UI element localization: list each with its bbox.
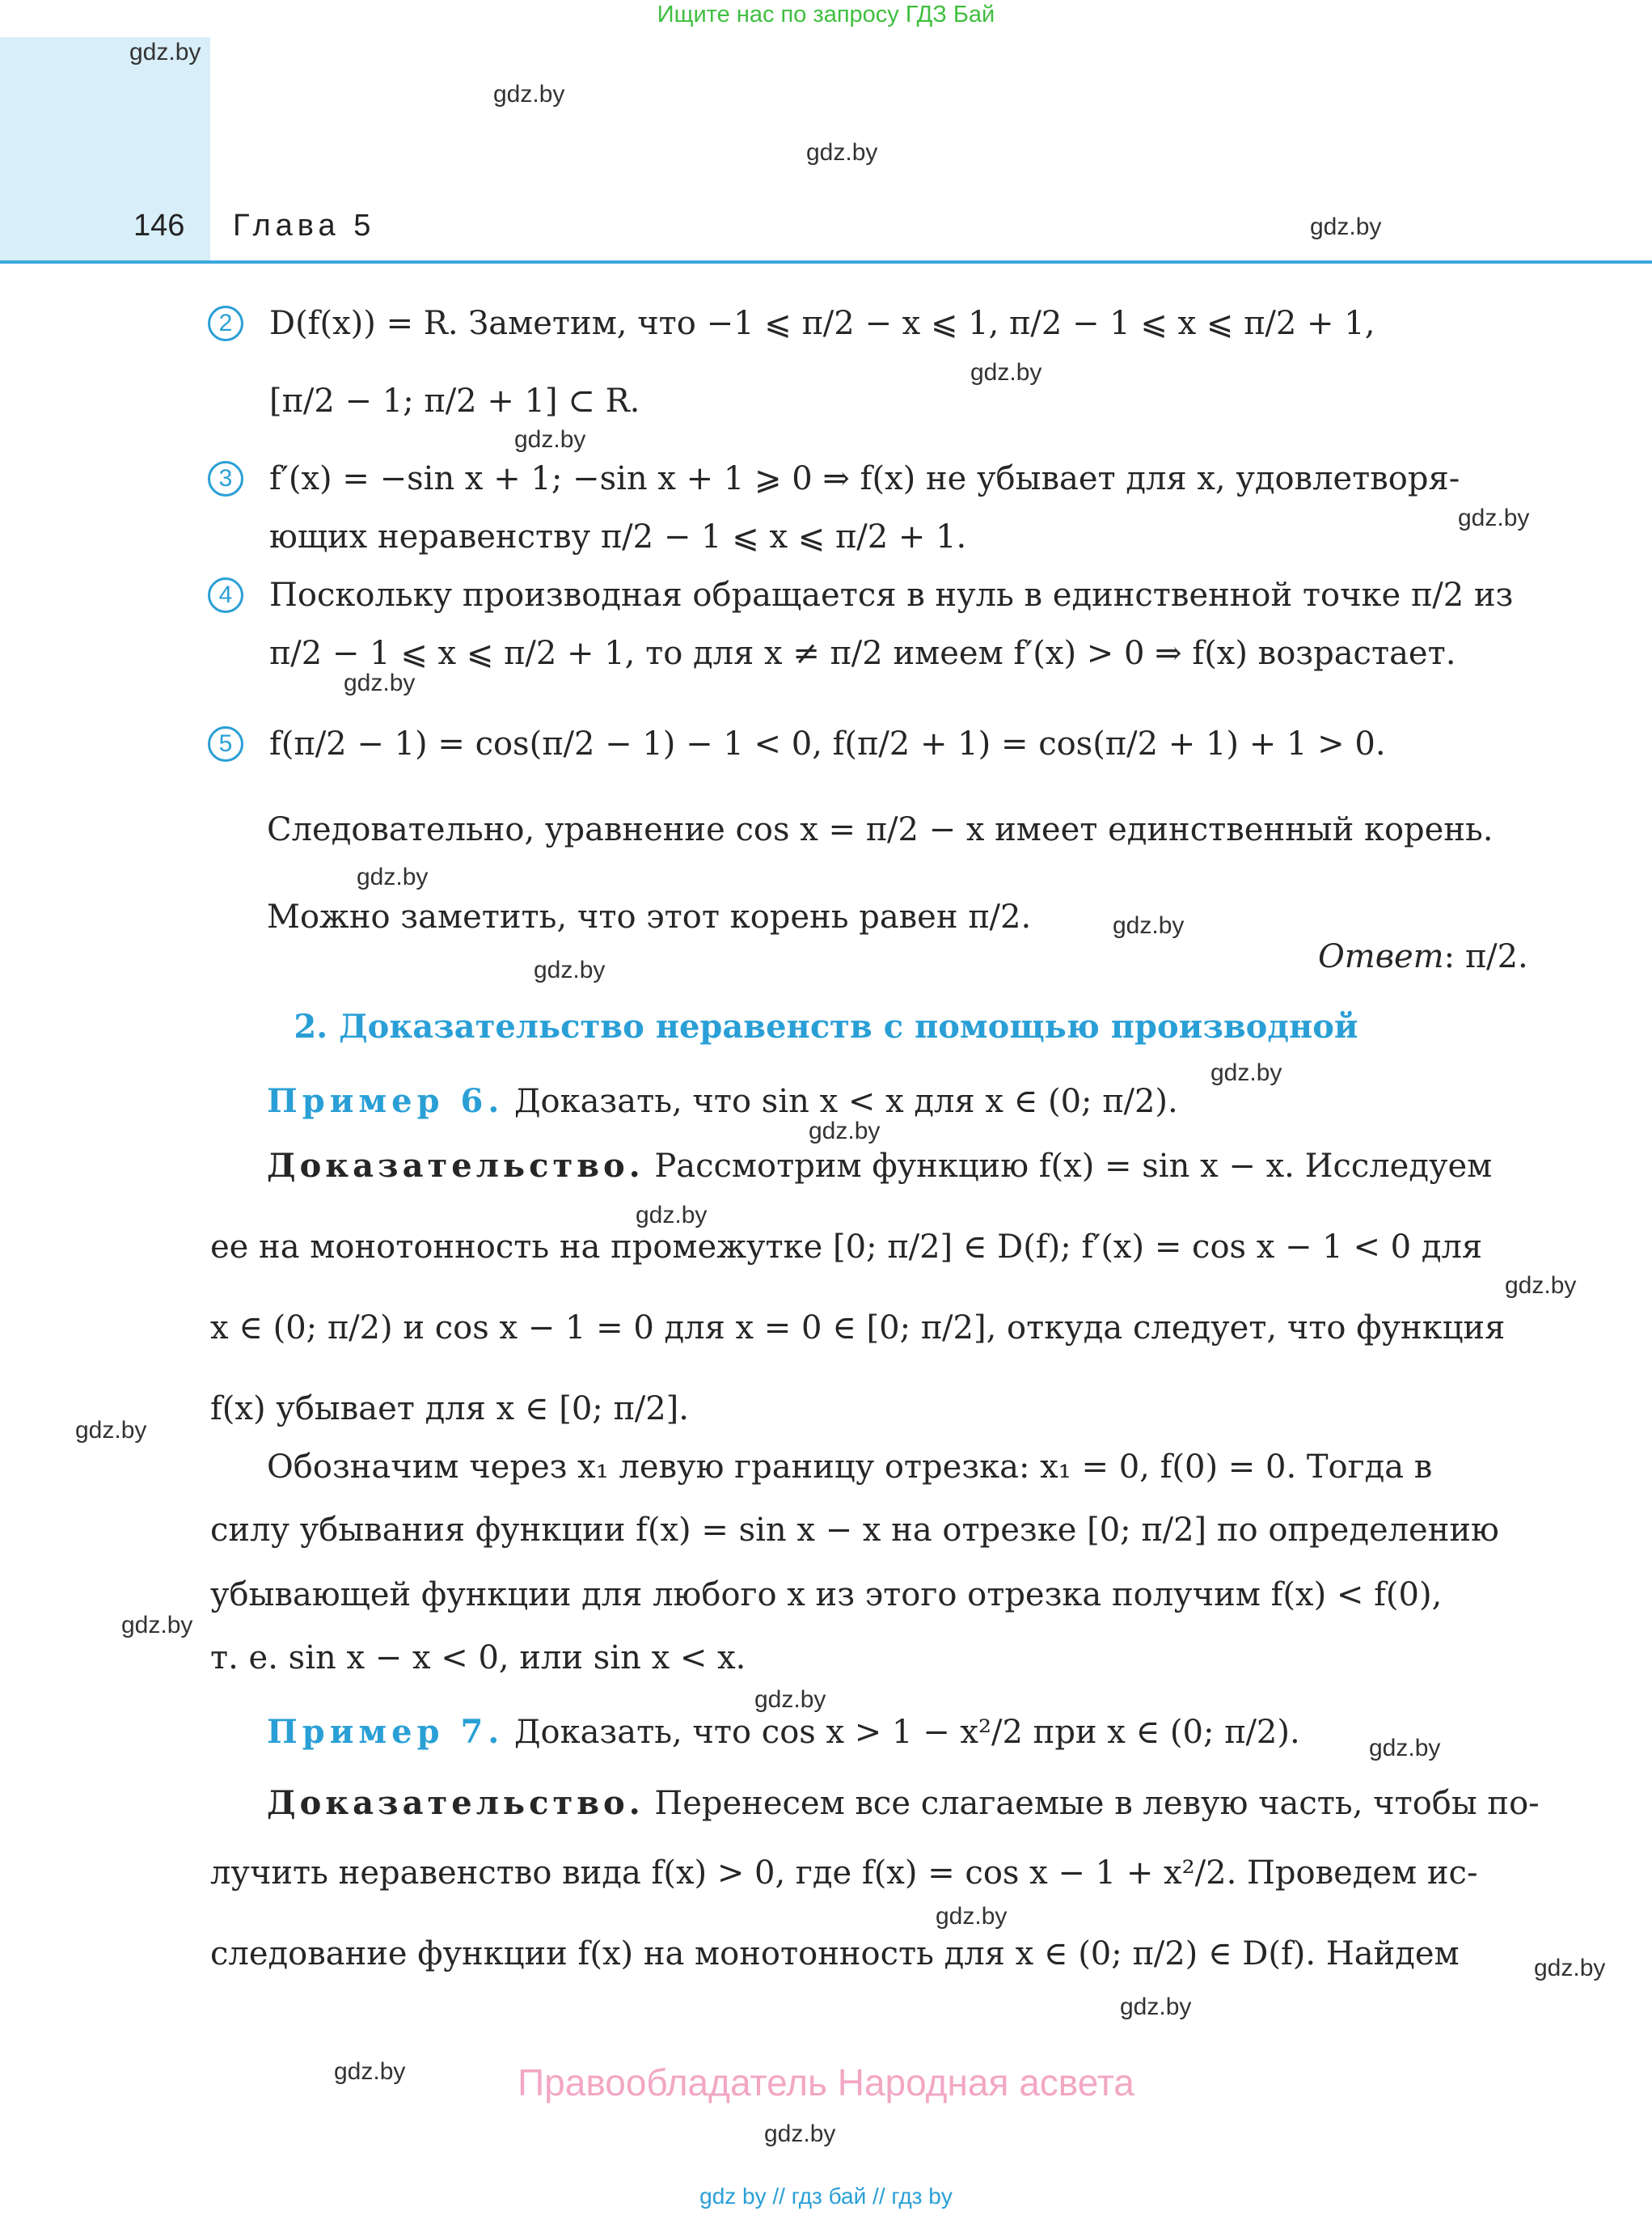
step-4-line-1: Поскольку производная обращается в нуль в единственной точке π/2 из [269,577,1514,614]
watermark: gdz.by [1369,1735,1441,1761]
step-3-line-1: f′(x) = −sin x + 1; −sin x + 1 ⩾ 0 ⇒ f(x) не убывает для x, удовлетворя- [269,460,1460,497]
step-3-line-2: ющих неравенству π/2 − 1 ⩽ x ⩽ π/2 + 1. [269,518,967,556]
watermark: gdz.by [534,957,606,983]
step-5-line-1: f(π/2 − 1) = cos(π/2 − 1) − 1 < 0, f(π/2 + 1) = cos(π/2 + 1) + 1 > 0. [269,725,1386,763]
example-6-line: f(x) убывает для x ∈ [0; π/2]. [210,1390,689,1427]
watermark: gdz.by [754,1686,826,1713]
watermark: gdz.by [1534,1955,1606,1981]
section-heading: 2. Доказательство неравенств с помощью производной [294,1008,1358,1046]
watermark: gdz.by [344,670,416,696]
example-6-line: убывающей функции для любого x из этого отрезка получим f(x) < f(0), [210,1576,1443,1613]
answer: Ответ: π/2. [1318,938,1528,975]
example-6-line: x ∈ (0; π/2) и cos x − 1 = 0 для x = 0 ∈ [0; π/2], откуда следует, что функция [210,1309,1506,1347]
step-number: 5 [208,726,243,762]
watermark: gdz.by [493,81,565,108]
watermark: gdz.by [1210,1059,1282,1086]
watermark: gdz.by [764,2120,836,2147]
example-6-title: Пример 6. Доказать, что sin x < x для x ∈ (0; π/2). [267,1082,1178,1120]
example-7-title: Пример 7. Доказать, что cos x > 1 − x²/2 при x ∈ (0; π/2). [267,1713,1300,1751]
watermark: gdz.by [1505,1272,1577,1299]
step-number: 2 [208,306,243,341]
example-6-line: Обозначим через x₁ левую границу отрезка: x₁ = 0, f(0) = 0. Тогда в [267,1448,1433,1486]
watermark: gdz.by [1113,912,1185,939]
watermark: gdz.by [75,1417,147,1444]
watermark: gdz.by [129,39,201,66]
page-number: 146 [133,209,185,243]
step-number: 4 [208,577,243,613]
conclusion-line-2: Можно заметить, что этот корень равен π/2. [267,898,1032,936]
example-7-proof-line: Доказательство. Перенесем все слагаемые в левую часть, чтобы по- [267,1784,1540,1822]
top-banner: Ищите нас по запросу ГДЗ Бай [657,2,995,27]
chapter-title: Глава 5 [233,209,376,243]
step-number: 3 [208,461,243,497]
example-6-line: ее на монотонность на промежутке [0; π/2] ∈ D(f); f′(x) = cos x − 1 < 0 для [210,1228,1483,1266]
watermark: gdz.by [809,1118,881,1144]
watermark: gdz.by [1120,1994,1192,2020]
watermark: gdz.by [334,2058,406,2085]
watermark: gdz.by [514,426,586,453]
watermark: gdz.by [1310,214,1382,240]
watermark: gdz.by [636,1202,708,1228]
footer-links[interactable]: gdz by // гдз бай // гдз by [699,2184,953,2209]
watermark: gdz.by [121,1612,193,1638]
watermark: gdz.by [936,1903,1008,1930]
watermark: gdz.by [1458,505,1530,531]
example-7-line: следование функции f(x) на монотонность для x ∈ (0; π/2) ∈ D(f). Найдем [210,1935,1460,1972]
example-6-proof-line: Доказательство. Рассмотрим функцию f(x) = sin x − x. Исследуем [267,1147,1493,1185]
header-divider [0,260,1652,264]
watermark: gdz.by [357,864,429,890]
watermark: gdz.by [970,359,1042,386]
watermark: gdz.by [806,139,878,166]
example-7-line: лучить неравенство вида f(x) > 0, где f(x) = cos x − 1 + x²/2. Проведем ис- [210,1854,1478,1892]
step-2-line-1: D(f(x)) = R. Заметим, что −1 ⩽ π/2 − x ⩽ 1, π/2 − 1 ⩽ x ⩽ π/2 + 1, [269,305,1375,342]
example-6-line: т. е. sin x − x < 0, или sin x < x. [210,1639,746,1676]
conclusion-line-1: Следовательно, уравнение cos x = π/2 − x имеет единственный корень. [267,811,1494,848]
example-6-line: силу убывания функции f(x) = sin x − x на отрезке [0; π/2] по определению [210,1512,1499,1549]
copyright: Правообладатель Народная асвета [518,2061,1134,2103]
step-2-line-2: [π/2 − 1; π/2 + 1] ⊂ R. [269,383,640,420]
step-4-line-2: π/2 − 1 ⩽ x ⩽ π/2 + 1, то для x ≠ π/2 имеем f′(x) > 0 ⇒ f(x) возрастает. [269,635,1456,672]
